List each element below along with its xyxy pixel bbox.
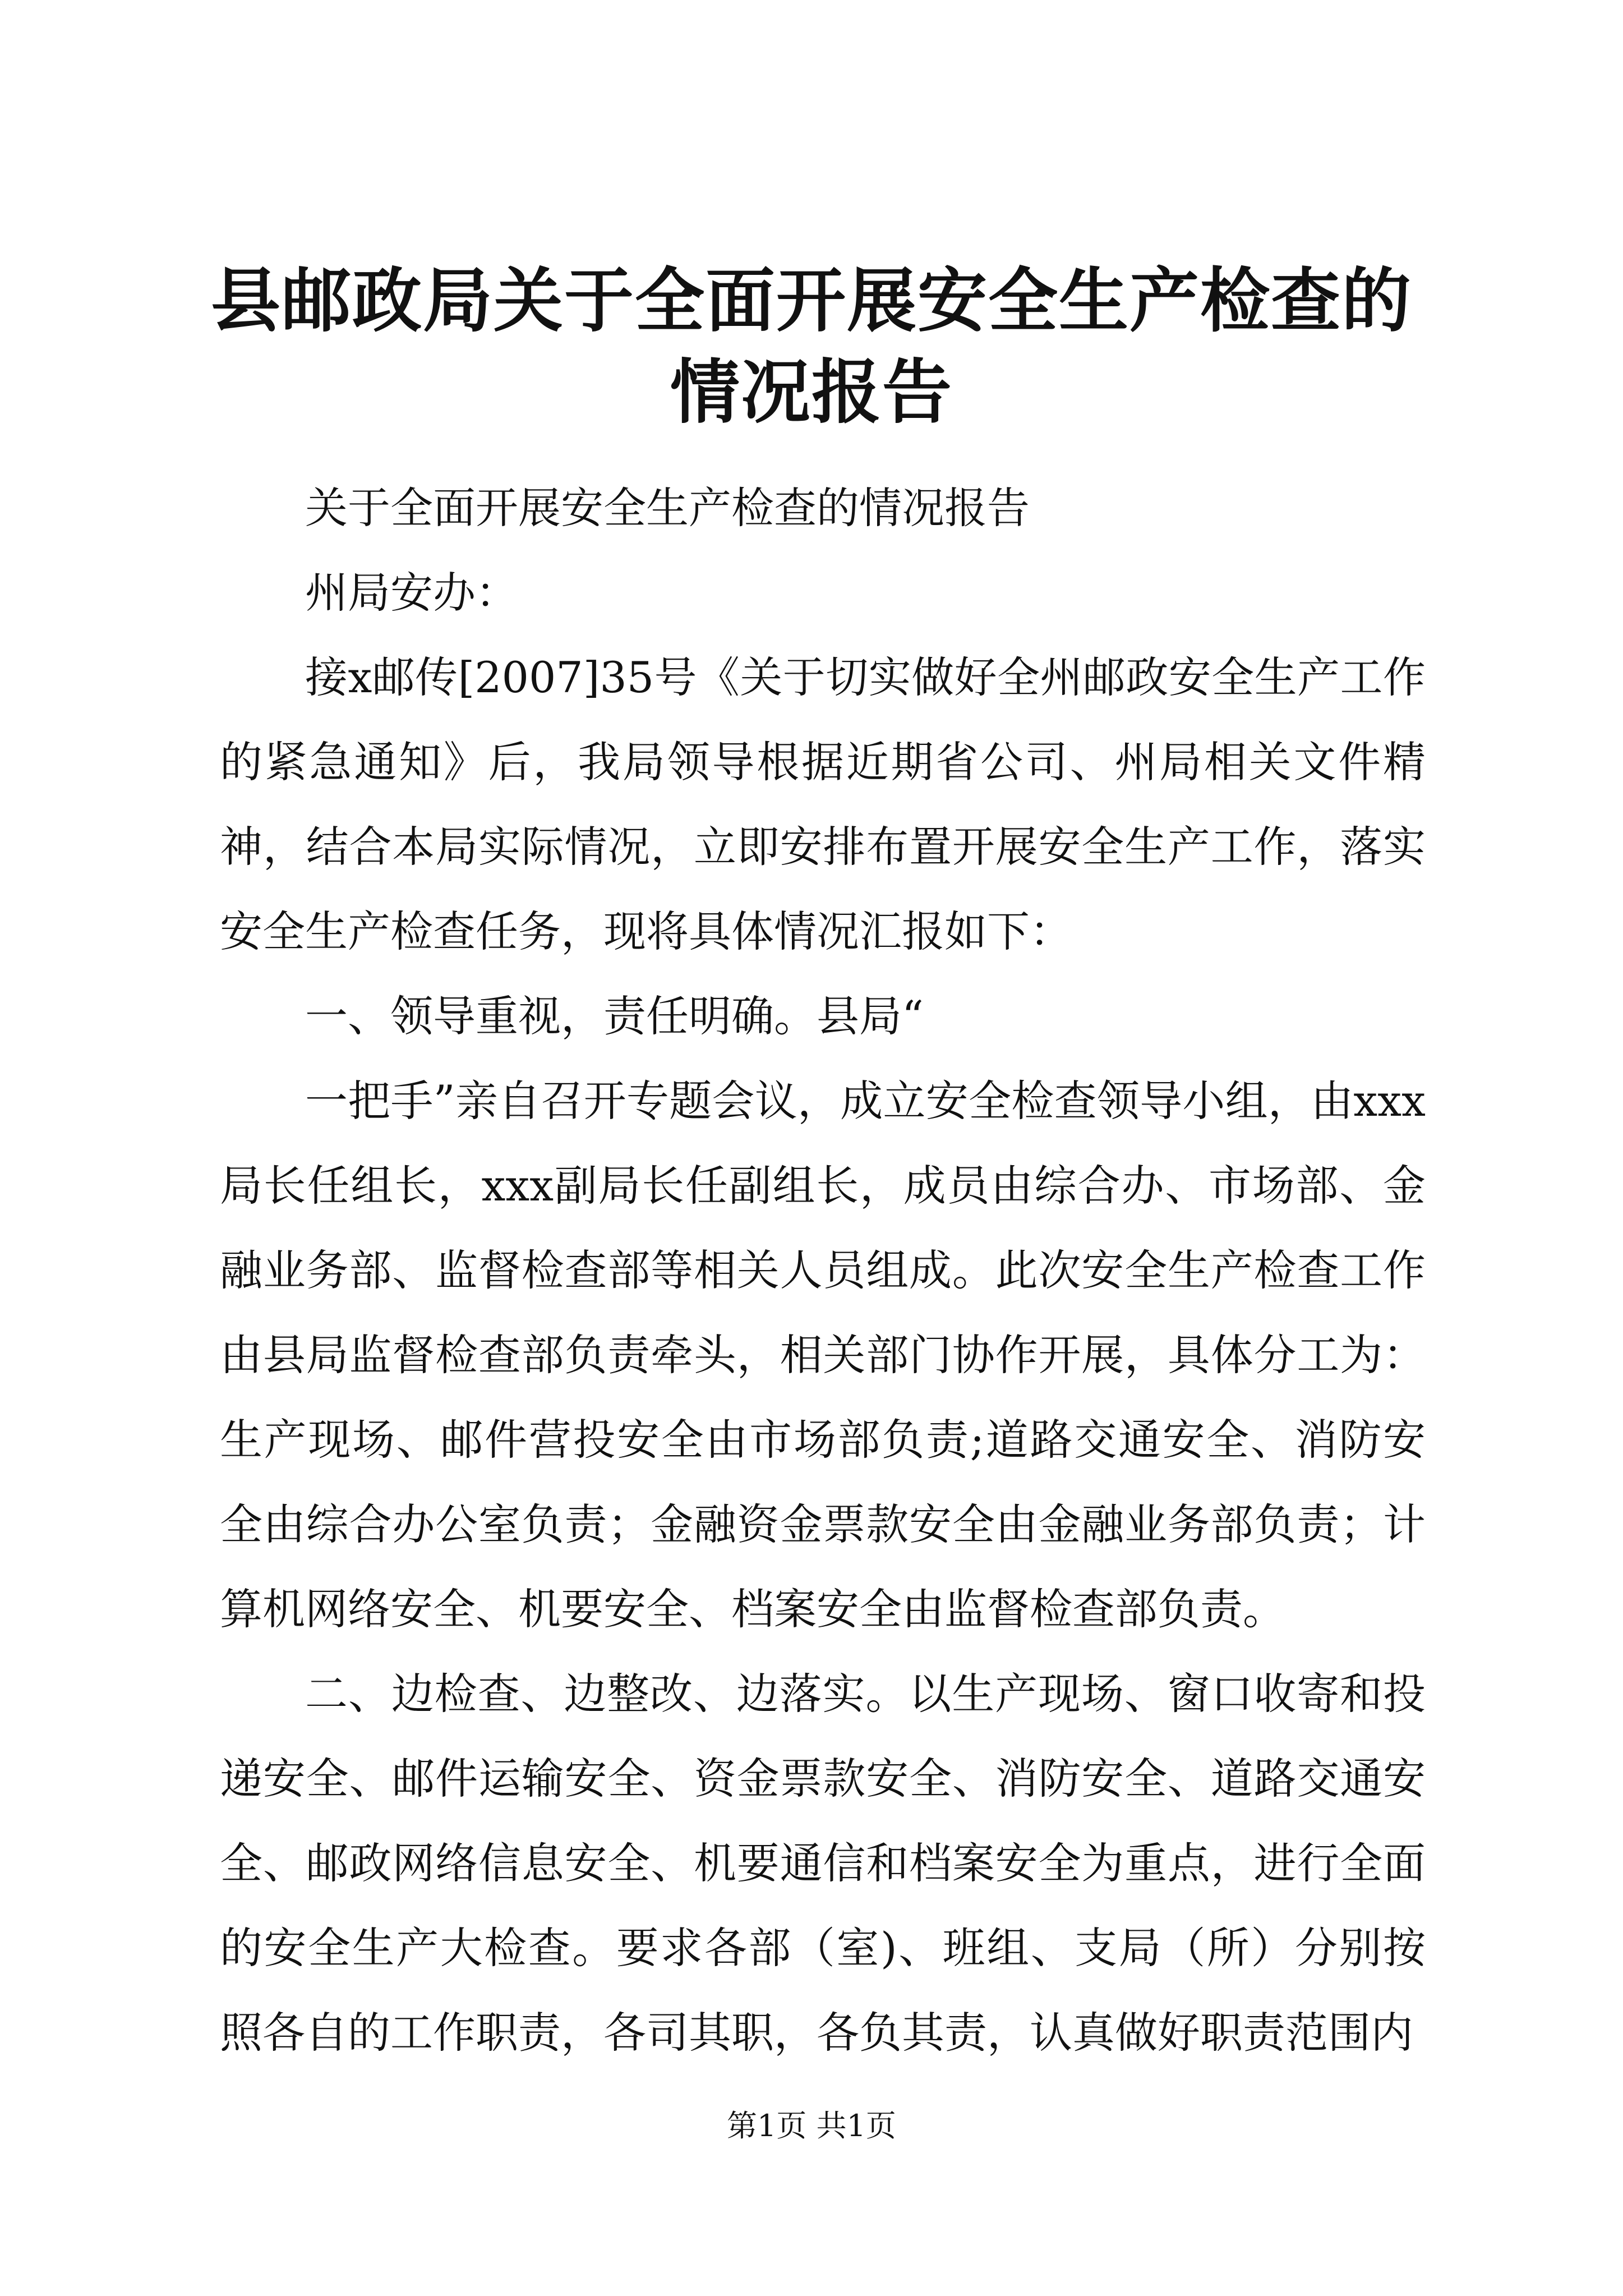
document-title: 县邮政局关于全面开展安全生产检查的情况报告 [210,260,1412,433]
document-body [220,466,1426,2075]
paragraph-section-one-heading: 一、领导重视，责任明确。县局“ [305,991,924,1041]
page-footer: 第1页 共1页 [727,2108,896,2143]
paragraph-section-two: 二、边检查、边整改、边落实。以生产现场、窗口收寄和投递安全、邮件运输安全、资金票款安全、消防安全、道路交通安全、邮政网络信息安全、机要通信和档案安全为重点，进行全面的安全生产大检查。要求各部（室)、班组、支局（所）分别按照各自的工作职责，各司其职，各负其责，认真做好职责范围内 [220,1669,1426,2058]
paragraph-salutation: 州局安办： [305,568,518,618]
paragraph-intro: 接x邮传[2007]35号《关于切实做好全州邮政安全生产工作的紧急通知》后，我局领导根据近期省公司、州局相关文件精神，结合本局实际情况，立即安排布置开展安全生产工作，落实安全生产检查任务，现将具体情况汇报如下： [220,652,1426,956]
paragraph-section-one-body: 一把手”亲自召开专题会议，成立安全检查领导小组，由xxx局长任组长，xxx副局长任副组长，成员由综合办、市场部、金融业务部、监督检查部等相关人员组成。此次安全生产检查工作由县局监督检查部负责牵头，相关部门协作开展，具体分工为：生产现场、邮件营投安全由市场部负责;道路交通安全、消防安全由综合办公室负责；金融资金票款安全由金融业务部负责；计算机网络安全、机要安全、档案安全由监督检查部负责。 [220,1076,1426,1634]
paragraph-subtitle: 关于全面开展安全生产检查的情况报告 [305,483,1030,533]
